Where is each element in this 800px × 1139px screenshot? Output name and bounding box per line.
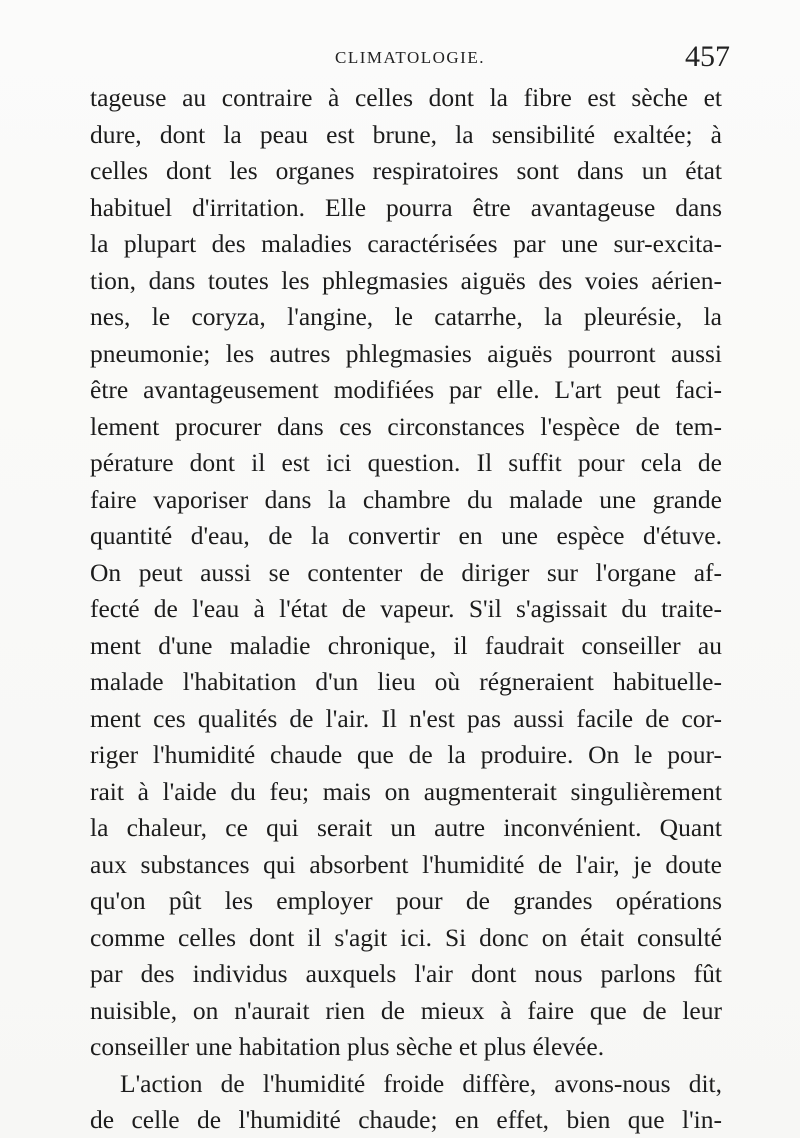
text-line: pneumonie; les autres phlegmasies aiguës pourront aussi	[90, 338, 722, 368]
text-line: L'action de l'humidité froide diffère, avons-nous dit,	[120, 1068, 722, 1098]
text-line: rait à l'aide du feu; mais on augmenterait singulièrement	[90, 776, 722, 806]
text-line: ment d'une maladie chronique, il faudrait conseiller au	[90, 630, 722, 660]
text-line: On peut aussi se contenter de diriger sur l'organe af-	[90, 557, 722, 587]
text-line: aux substances qui absorbent l'humidité de l'air, je doute	[90, 849, 722, 879]
text-line: habituel d'irritation. Elle pourra être avantageuse dans	[90, 192, 722, 222]
text-line: conseiller une habitation plus sèche et plus élevée.	[90, 1032, 605, 1061]
page-number: 457	[685, 40, 730, 73]
running-title: CLIMATOLOGIE.	[335, 48, 485, 67]
text-line: tageuse au contraire à celles dont la fibre est sèche et	[90, 83, 722, 112]
text-line: ment ces qualités de l'air. Il n'est pas aussi facile de cor-	[90, 703, 722, 733]
text-line: la plupart des maladies caractérisées par une sur-excita-	[90, 229, 722, 258]
text-line: riger l'humidité chaude que de la produire. On le pour-	[90, 740, 722, 769]
text-line: être avantageusement modifiées par elle. L'art peut faci-	[90, 375, 722, 404]
text-line: nuisible, on n'aurait rien de mieux à faire que de leur	[90, 995, 722, 1025]
text-line: qu'on pût les employer pour de grandes opérations	[90, 886, 722, 915]
text-line: malade l'habitation d'un lieu où régneraient habituelle-	[90, 667, 722, 696]
text-line: de celle de l'humidité chaude; en effet, bien que l'in-	[90, 1105, 722, 1134]
text-line: pérature dont il est ici question. Il suffit pour cela de	[90, 448, 722, 477]
text-line: fecté de l'eau à l'état de vapeur. S'il s'agissait du traite-	[90, 594, 722, 623]
body-text	[90, 80, 722, 1139]
running-head	[90, 40, 730, 80]
text-line: faire vaporiser dans la chambre du malade une grande	[90, 484, 722, 514]
text-line: nes, le coryza, l'angine, le catarrhe, la pleurésie, la	[90, 302, 722, 331]
text-line: comme celles dont il s'agit ici. Si donc on était consulté	[90, 922, 722, 952]
text-line: tion, dans toutes les phlegmasies aiguës des voies aérien-	[90, 265, 722, 295]
text-line: celles dont les organes respiratoires sont dans un état	[90, 156, 722, 185]
text-line: quantité d'eau, de la convertir en une espèce d'étuve.	[90, 521, 722, 550]
text-line: par des individus auxquels l'air dont nous parlons fût	[90, 959, 722, 988]
text-line: dure, dont la peau est brune, la sensibilité exaltée; à	[90, 119, 722, 149]
text-line: la chaleur, ce qui serait un autre inconvénient. Quant	[90, 813, 722, 842]
text-line: lement procurer dans ces circonstances l'espèce de tem-	[90, 411, 722, 441]
